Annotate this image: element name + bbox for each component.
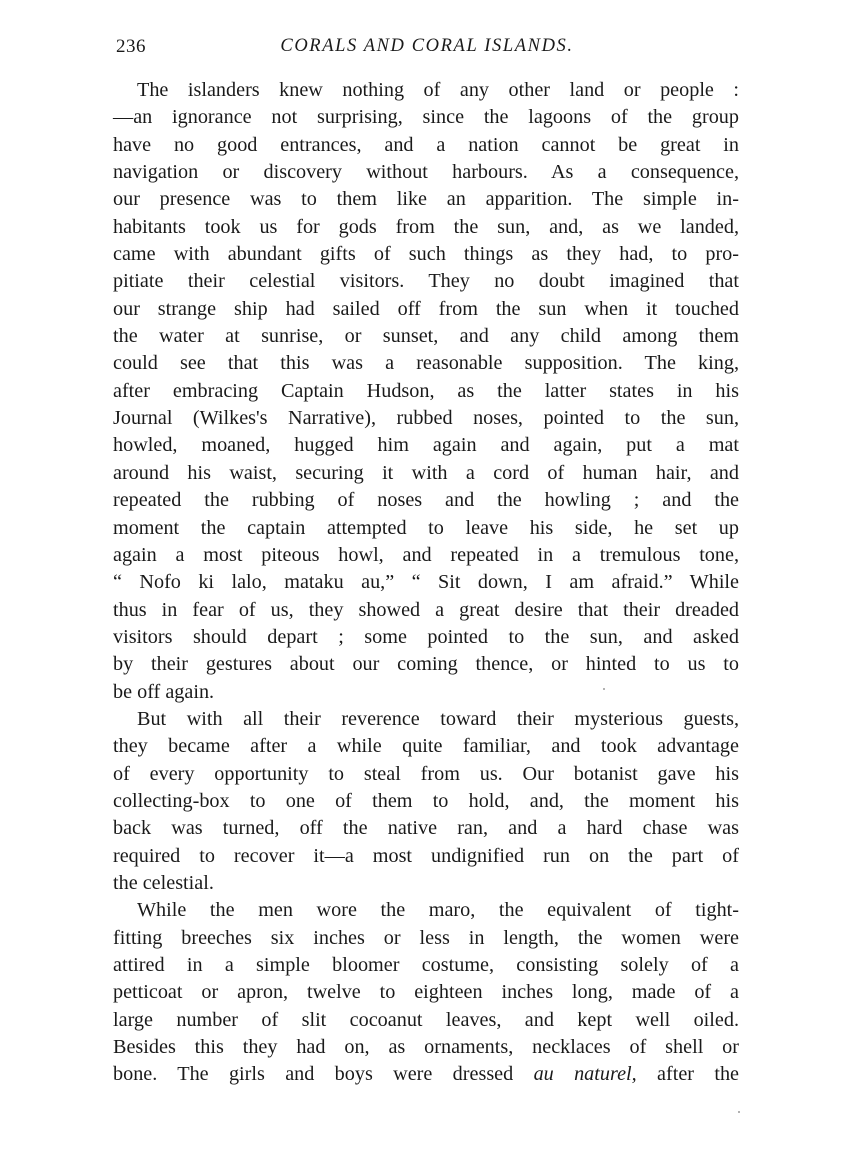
text-line: have no good entrances, and a nation cannot be great in [113,133,739,156]
text-line: collecting-box to one of them to hold, and, the moment his [113,789,739,812]
italic-phrase: au naturel, [533,1063,637,1086]
scan-speck [603,688,605,690]
text-line: visitors should depart ; some pointed to the sun, and asked [113,625,739,648]
text-segment: after the [636,1063,739,1086]
text-line: habitants took us for gods from the sun, and, as we landed, [113,215,739,238]
text-line: be off again. [113,680,215,703]
text-line: repeated the rubbing of noses and the howling ; and the [113,489,739,512]
text-line: could see that this was a reasonable supposition. The king, [113,352,739,375]
text-line: the water at sunrise, or sunset, and any child among them [113,325,739,348]
text-line: came with abundant gifts of such things as they had, to pro- [113,243,739,266]
text-line: they became after a while quite familiar, and took advantage [113,735,739,758]
paragraph-costume [113,897,739,1088]
text-line: thus in fear of us, they showed a great desire that their dreaded [113,598,739,621]
text-line: large number of slit cocoanut leaves, and kept well oiled. [113,1008,739,1031]
text-line: moment the captain attempted to leave his side, he set up [113,516,739,539]
text-line: Journal (Wilkes's Narrative), rubbed noses, pointed to the sun, [113,407,739,430]
running-title: CORALS AND CORAL ISLANDS. [280,36,574,56]
text-line: fitting breeches six inches or less in length, the women were [113,926,739,949]
paragraph-islanders [113,77,739,706]
text-line: “ Nofo ki lalo, mataku au,” “ Sit down, I am afraid.” While [113,571,739,594]
text-line: of every opportunity to steal from us. Our botanist gave his [113,762,739,785]
text-line: Besides this they had on, as ornaments, necklaces of shell or [113,1036,739,1059]
text-line: back was turned, off the native ran, and a hard chase was [113,817,739,840]
text-line: But with all their reverence toward their mysterious guests, [137,707,739,730]
text-line: petticoat or apron, twelve to eighteen inches long, made of a [113,981,739,1004]
text-line: required to recover it—a most undignified run on the part of [113,844,739,867]
text-line: the celestial. [113,871,214,894]
text-line: pitiate their celestial visitors. They no doubt imagined that [113,270,739,293]
paragraph-reverence [113,706,739,897]
text-line [113,1061,739,1088]
page-number: 236 [116,36,146,57]
body-text [113,77,739,1089]
text-line: our strange ship had sailed off from the sun when it touched [113,297,739,320]
text-line: The islanders knew nothing of any other land or people : [137,79,739,101]
text-line: after embracing Captain Hudson, as the latter states in his [113,379,739,402]
text-line: again a most piteous howl, and repeated in a tremulous tone, [113,543,739,566]
text-line: by their gestures about our coming thence, or hinted to us to [113,653,739,676]
text-line: While the men wore the maro, the equivalent of tight- [137,899,739,922]
text-line: around his waist, securing it with a cord of human hair, and [113,461,739,484]
text-line: howled, moaned, hugged him again and again, put a mat [113,434,739,457]
text-line: —an ignorance not surprising, since the lagoons of the group [113,106,739,129]
running-head [116,36,738,64]
text-line: attired in a simple bloomer costume, consisting solely of a [113,954,739,976]
scan-speck [738,1111,740,1113]
text-line: our presence was to them like an apparition. The simple in- [113,188,739,211]
text-line: navigation or discovery without harbours. As a consequence, [113,161,739,184]
text-segment: bone. The girls and boys were dressed [113,1063,534,1086]
